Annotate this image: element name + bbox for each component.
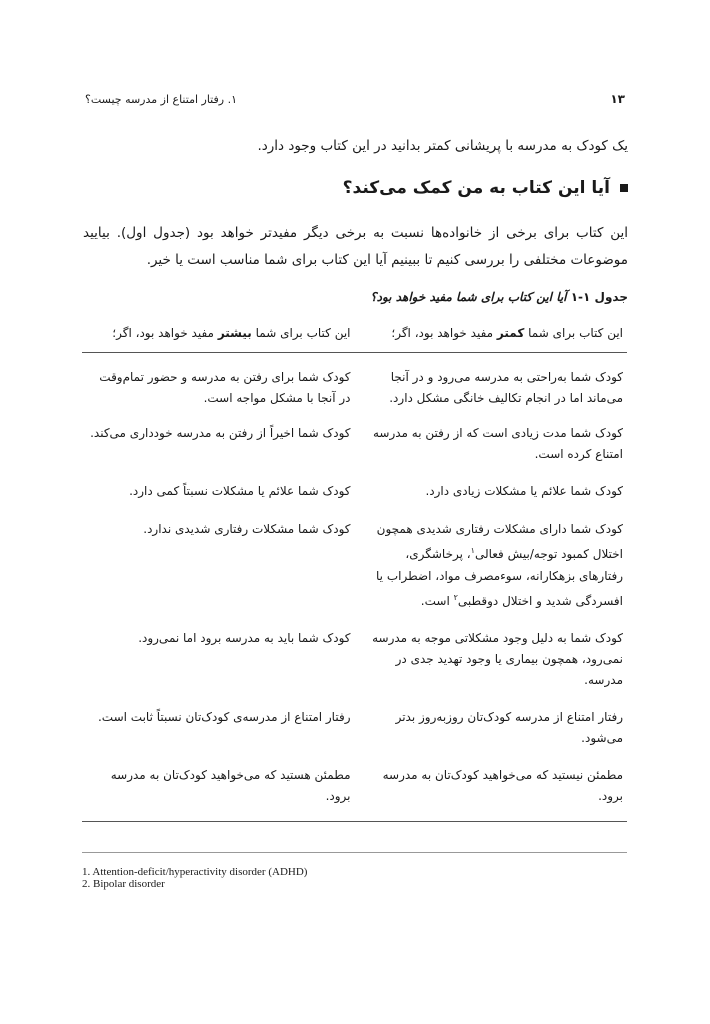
cell-more: کودک شما باید به مدرسه برود اما نمی‌رود. — [138, 631, 351, 645]
table-row — [82, 367, 627, 409]
header-less-post: مفید خواهد بود، اگر؛ — [391, 326, 494, 340]
cell-less — [355, 518, 628, 612]
table-caption-label: جدول ۱-۱ — [570, 290, 628, 304]
header-less-bold: کمتر — [496, 326, 525, 340]
section-heading — [83, 178, 628, 198]
cell-less-text-c: است. — [420, 594, 454, 608]
intro-line: یک کودک به مدرسه با پریشانی کمتر بدانید در این کتاب وجود دارد. — [257, 138, 628, 154]
cell-less: کودک شما مدت زیادی است که از رفتن به مدرسه امتناع کرده است. — [372, 426, 623, 461]
cell-more: کودک شما مشکلات رفتاری شدیدی ندارد. — [143, 522, 351, 536]
header-more-pre: این کتاب برای شما — [255, 326, 351, 340]
header-less-helpful — [355, 326, 628, 340]
cell-more: رفتار امتناع از مدرسه‌ی کودک‌تان نسبتاً ثابت است. — [97, 710, 351, 724]
comparison-table — [82, 320, 627, 822]
header-more-bold: بیشتر — [217, 326, 252, 340]
cell-less: کودک شما به‌راحتی به مدرسه می‌رود و در آنجا می‌ماند اما در انجام تکالیف خانگی مشکل دارد. — [389, 370, 623, 405]
section-heading-text: آیا این کتاب به من کمک می‌کند؟ — [342, 178, 610, 198]
cell-less: رفتار امتناع از مدرسه کودک‌تان روزبه‌روز بدتر می‌شود. — [395, 710, 623, 745]
cell-less: کودک شما علائم یا مشکلات زیادی دارد. — [425, 484, 623, 498]
header-less-pre: این کتاب برای شما — [528, 326, 623, 340]
footnote-ref-2: ۲ — [453, 593, 458, 602]
footnotes — [82, 866, 627, 890]
cell-less-text-a: کودک شما دارای مشکلات رفتاری شدیدی همچون اختلال کمبود توجه/بیش فعالی — [376, 522, 623, 561]
table-row — [82, 518, 627, 612]
cell-less: مطمئن نیستید که می‌خواهید کودک‌تان به مدرسه برود. — [382, 768, 623, 803]
table-row — [82, 707, 627, 749]
running-head-chapter: ۱. رفتار امتناع از مدرسه چیست؟ — [85, 92, 237, 106]
cell-more: کودک شما اخیراً از رفتن به مدرسه خودداری می‌کند. — [90, 426, 351, 440]
table-bottom-rule — [82, 821, 627, 822]
table-caption-title: آیا این کتاب برای شما مفید خواهد بود؟ — [370, 290, 567, 304]
running-head — [85, 92, 625, 106]
cell-more: کودک شما برای رفتن به مدرسه و حضور تمام‌وقت در آنجا با مشکل مواجه است. — [99, 370, 351, 405]
page-number: ۱۳ — [610, 92, 625, 106]
table-row — [82, 765, 627, 807]
footnote-1: 1. Attention-deficit/hyperactivity disorder (ADHD) — [82, 866, 308, 878]
footnote-divider — [82, 852, 627, 853]
header-more-post: مفید خواهد بود، اگر؛ — [112, 326, 214, 340]
table-header — [82, 320, 627, 353]
footnote-ref-1: ۱ — [470, 546, 475, 555]
cell-more: کودک شما علائم یا مشکلات نسبتاً کمی دارد. — [129, 484, 351, 498]
square-bullet-icon — [620, 184, 628, 192]
cell-more: مطمئن هستید که می‌خواهید کودک‌تان به مدرسه برود. — [110, 768, 351, 803]
table-row — [82, 628, 627, 691]
cell-less: کودک شما به دلیل وجود مشکلاتی موجه به مدرسه نمی‌رود، همچون بیماری یا وجود تهدید جدی در مدرسه. — [372, 631, 623, 687]
table-row — [82, 481, 627, 502]
footnote-2: 2. Bipolar disorder — [82, 878, 165, 890]
table-caption — [83, 290, 628, 304]
section-paragraph: این کتاب برای برخی از خانواده‌ها نسبت به برخی دیگر مفیدتر خواهد بود (جدول اول). بیایید موضوعات مختلفی را بررسی کنیم تا ببینیم آیا این کتاب برای شما مناسب است یا خیر. — [83, 225, 628, 268]
cell-less-text-b: ، پرخاشگری، رفتارهای بزهکارانه، سوءمصرف مواد، اضطراب یا افسردگی شدید و اختلال دوقطبی — [376, 547, 623, 608]
table-row — [82, 423, 627, 465]
header-more-helpful — [82, 326, 355, 340]
